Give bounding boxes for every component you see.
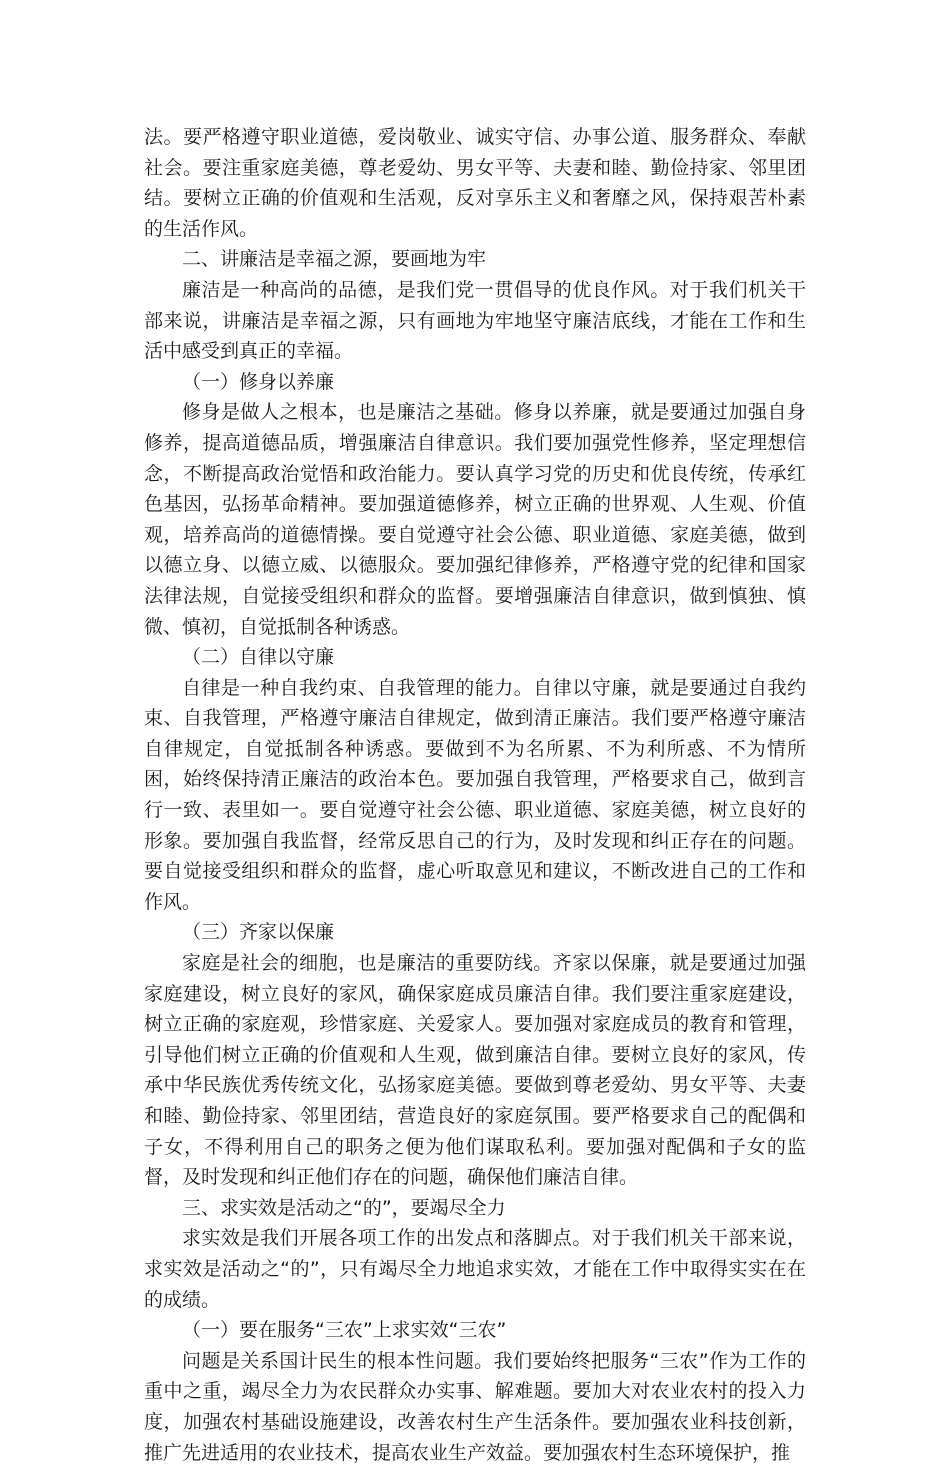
paragraph-9: 家庭是社会的细胞，也是廉洁的重要防线。齐家以保廉，就是要通过加强家庭建设，树立良好的家风，确保家庭成员廉洁自律。我们要注重家庭建设，树立正确的家庭观，珍惜家庭、关爱家人。要加强对家庭成员的教育和管理，引导他们树立正确的价值观和人生观，做到廉洁自律。要树立良好的家风，传承中华民族优秀传统文化，弘扬家庭美德。要做到尊老爱幼、男女平等、夫妻和睦、勤俭持家、邻里团结，营造良好的家庭氛围。要严格要求自己的配偶和子女，不得利用自己的职务之便为他们谋取私利。要加强对配偶和子女的监督，及时发现和纠正他们存在的问题，确保他们廉洁自律。 — [144, 952, 806, 1189]
subsection-heading-2: （二）自律以守廉 — [182, 646, 335, 669]
subsection-heading-1: （一）修身以养廉 — [182, 370, 335, 393]
paragraph-5: 修身是做人之根本，也是廉洁之基础。修身以养廉，就是要通过加强自身修养，提高道德品质，增强廉洁自律意识。我们要加强党性修养，坚定理想信念，不断提高政治觉悟和政治能力。要认真学习党的历史和优良传统，传承红色基因，弘扬革命精神。要加强道德修养，树立正确的世界观、人生观、价值观，培养高尚的道德情操。要自觉遵守社会公德、职业道德、家庭美德，做到以德立身、以德立威、以德服众。要加强纪律修养，严格遵守党的纪律和国家法律法规，自觉接受组织和群众的监督。要增强廉洁自律意识，做到慎独、慎微、慎初，自觉抵制各种诱惑。 — [144, 401, 806, 638]
paragraph-13: 问题是关系国计民生的根本性问题。我们要始终把服务“三农”作为工作的重中之重，竭尽全力为农民群众办实事、解难题。要加大对农业农村的投入力度，加强农村基础设施建设，改善农村生产生活条件。要加强农业科技创新，推广先进适用的农业技术，提高农业生产效益。要加强农村生态环境保护，推 — [144, 1349, 806, 1464]
subsection-heading-3-1: （一）要在服务“三农”上求实效“三农” — [182, 1319, 507, 1342]
paragraph-3: 廉洁是一种高尚的品德，是我们党一贯倡导的优良作风。对于我们机关干部来说，讲廉洁是幸福之源，只有画地为牢地坚守廉洁底线，才能在工作和生活中感受到真正的幸福。 — [144, 278, 806, 363]
paragraph-7: 自律是一种自我约束、自我管理的能力。自律以守廉，就是要通过自我约束、自我管理，严格遵守廉洁自律规定，做到清正廉洁。我们要严格遵守廉洁自律规定，自觉抵制各种诱惑。要做到不为名所累、不为利所惑、不为情所困，始终保持清正廉洁的政治本色。要加强自我管理，严格要求自己，做到言行一致、表里如一。要自觉遵守社会公德、职业道德、家庭美德，树立良好的形象。要加强自我监督，经常反思自己的行为，及时发现和纠正存在的问题。要自觉接受组织和群众的监督，虚心听取意见和建议，不断改进自己的工作和作风。 — [144, 676, 806, 913]
paragraph-11: 求实效是我们开展各项工作的出发点和落脚点。对于我们机关干部来说，求实效是活动之“的”，只有竭尽全力地追求实效，才能在工作中取得实实在在的成绩。 — [144, 1227, 806, 1311]
section-heading-3: 三、求实效是活动之“的”，要竭尽全力 — [182, 1196, 506, 1219]
subsection-heading-3: （三）齐家以保廉 — [182, 921, 335, 944]
section-heading-2: 二、讲廉洁是幸福之源，要画地为牢 — [182, 248, 487, 271]
document-page — [144, 122, 806, 1468]
paragraph-1: 法。要严格遵守职业道德，爱岗敬业、诚实守信、办事公道、服务群众、奉献社会。要注重家庭美德，尊老爱幼、男女平等、夫妻和睦、勤俭持家、邻里团结。要树立正确的价值观和生活观，反对享乐主义和奢靡之风，保持艰苦朴素的生活作风。 — [144, 126, 806, 240]
